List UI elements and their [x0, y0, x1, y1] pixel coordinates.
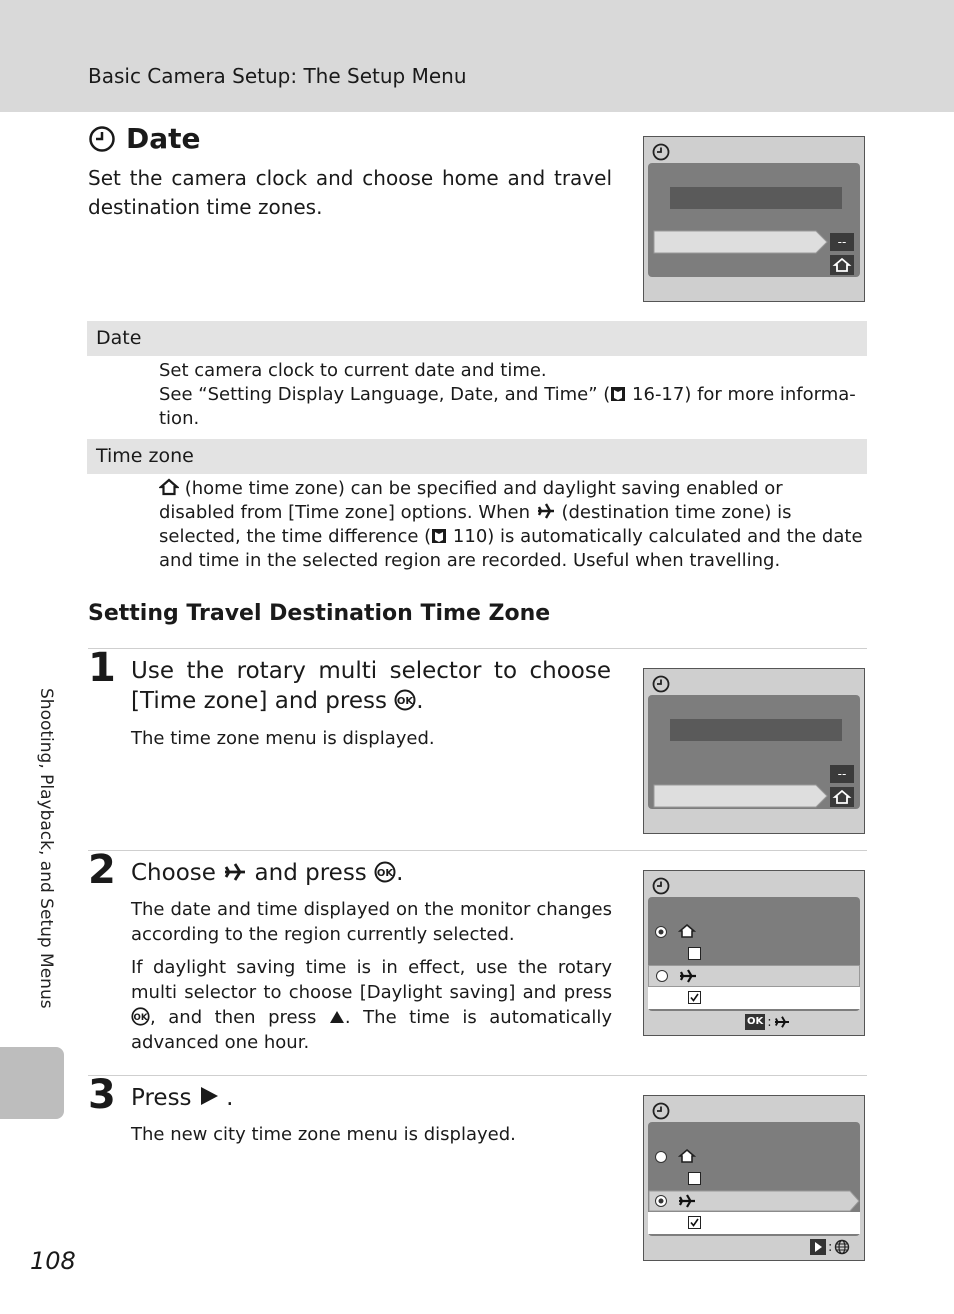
- home-icon: [678, 1148, 696, 1164]
- airplane-icon: [223, 861, 247, 883]
- monitor-screen-destination-arrow: [643, 1095, 865, 1261]
- step-3-title: Press .: [131, 1085, 234, 1111]
- date-value-box: --: [830, 233, 854, 251]
- svg-text:OK: OK: [133, 1012, 148, 1023]
- ok-button-icon: [394, 689, 416, 711]
- home-icon: [830, 255, 854, 275]
- svg-text:OK: OK: [397, 696, 414, 707]
- airplane-icon: [678, 1193, 696, 1209]
- clock-icon: [652, 143, 670, 161]
- home-icon: [678, 923, 696, 939]
- side-tab-marker: [0, 1047, 64, 1119]
- hint-colon: :: [828, 1239, 833, 1255]
- step-2-body: The date and time displayed on the monitor changes according to the region currently selected. If daylight saving time is in effect, use the rotary multi selector to choose [Daylight saving] and press OK , and then press . The time is automatically advanced one hour.: [131, 899, 612, 1053]
- checkbox-icon: [688, 947, 701, 960]
- subsection-title: Setting Travel Destination Time Zone: [88, 601, 551, 626]
- menu-item-time-zone-selected[interactable]: [652, 784, 828, 808]
- header-band: [0, 0, 954, 112]
- ok-button-icon: OK: [745, 1014, 765, 1030]
- menu-panel: [648, 163, 860, 277]
- step-number-2: 2: [88, 847, 116, 893]
- globe-icon: [834, 1239, 850, 1255]
- divider: [88, 1075, 867, 1076]
- destination-dst-row[interactable]: [648, 1212, 860, 1234]
- monitor-screen-time-zone-selected: [643, 668, 865, 834]
- right-triangle-icon: [199, 1086, 219, 1106]
- menu-item-date-selected[interactable]: [652, 230, 828, 254]
- hint-colon: :: [767, 1014, 772, 1030]
- airplane-icon: [536, 502, 556, 520]
- menu-title-bar: [670, 719, 842, 741]
- clock-icon: [652, 675, 670, 693]
- right-triangle-icon: [810, 1239, 826, 1255]
- divider: [88, 850, 867, 851]
- step-number-1: 1: [88, 645, 116, 691]
- step-3-body: The new city time zone menu is displayed.: [131, 1124, 516, 1145]
- home-zone-row[interactable]: [648, 921, 860, 943]
- chapter-header: Basic Camera Setup: The Setup Menu: [88, 64, 467, 88]
- up-triangle-icon: [329, 1010, 345, 1024]
- divider: [88, 648, 867, 649]
- home-dst-row[interactable]: [648, 1168, 860, 1190]
- menu-title-bar: [670, 187, 842, 209]
- screen-hint: [810, 1239, 850, 1255]
- checkbox-icon: [688, 1216, 701, 1229]
- screen-hint: [745, 1014, 790, 1030]
- option-desc-date: Set camera clock to current date and time. See “Setting Display Language, Date, and Time” ( 16-17) for more informa- tion.: [159, 360, 856, 429]
- radio-icon: [655, 969, 669, 983]
- radio-icon: [654, 925, 668, 939]
- step-2-title: Choose and press OK .: [131, 860, 404, 886]
- page-number: 108: [30, 1247, 76, 1275]
- ok-button-icon: [374, 861, 396, 883]
- section-title: [88, 122, 201, 155]
- clock-icon: [652, 877, 670, 895]
- section-intro: Set the camera clock and choose home and travel destination time zones.: [88, 166, 612, 219]
- monitor-screen-destination-selected: [643, 870, 865, 1036]
- monitor-screen-setup-date: [643, 136, 865, 302]
- step-1-title: Use the rotary multi selector to choose [Time zone] and press OK .: [131, 658, 611, 714]
- side-tab-label: Shooting, Playback, and Setup Menus: [36, 688, 56, 1009]
- option-header-date: Date: [87, 321, 867, 356]
- section-title-text: Date: [126, 122, 201, 155]
- clock-icon: [652, 1102, 670, 1120]
- home-dst-row[interactable]: [648, 943, 860, 965]
- date-value-box: --: [830, 765, 854, 783]
- option-desc-time-zone: (home time zone) can be specified and daylight saving enabled or disabled from [Time zone] options. When (destination time zone) is selected, the time difference ( 110) is automatically calculated and the date and time in the selected region are recorded. Useful when travelling.: [159, 478, 863, 571]
- svg-text:OK: OK: [376, 868, 394, 879]
- destination-zone-row[interactable]: [648, 965, 860, 987]
- home-icon: [830, 787, 854, 807]
- step-number-3: 3: [88, 1072, 116, 1118]
- clock-icon: [88, 125, 116, 153]
- time-zone-panel: [648, 897, 860, 1011]
- step-1-body: The time zone menu is displayed.: [131, 728, 435, 749]
- checkbox-icon: [688, 991, 701, 1004]
- destination-dst-row[interactable]: [648, 987, 860, 1009]
- time-zone-panel: [648, 1122, 860, 1236]
- menu-panel: [648, 695, 860, 809]
- airplane-icon: [774, 1015, 790, 1029]
- home-zone-row[interactable]: [648, 1146, 860, 1168]
- option-header-time-zone: Time zone: [87, 439, 867, 474]
- book-reference-icon: [610, 386, 626, 402]
- airplane-icon: [679, 968, 697, 984]
- radio-icon: [654, 1150, 668, 1164]
- ok-button-icon: [131, 1007, 150, 1026]
- book-reference-icon: [431, 528, 447, 544]
- radio-icon: [654, 1194, 668, 1208]
- home-icon: [159, 478, 179, 496]
- checkbox-icon: [688, 1172, 701, 1185]
